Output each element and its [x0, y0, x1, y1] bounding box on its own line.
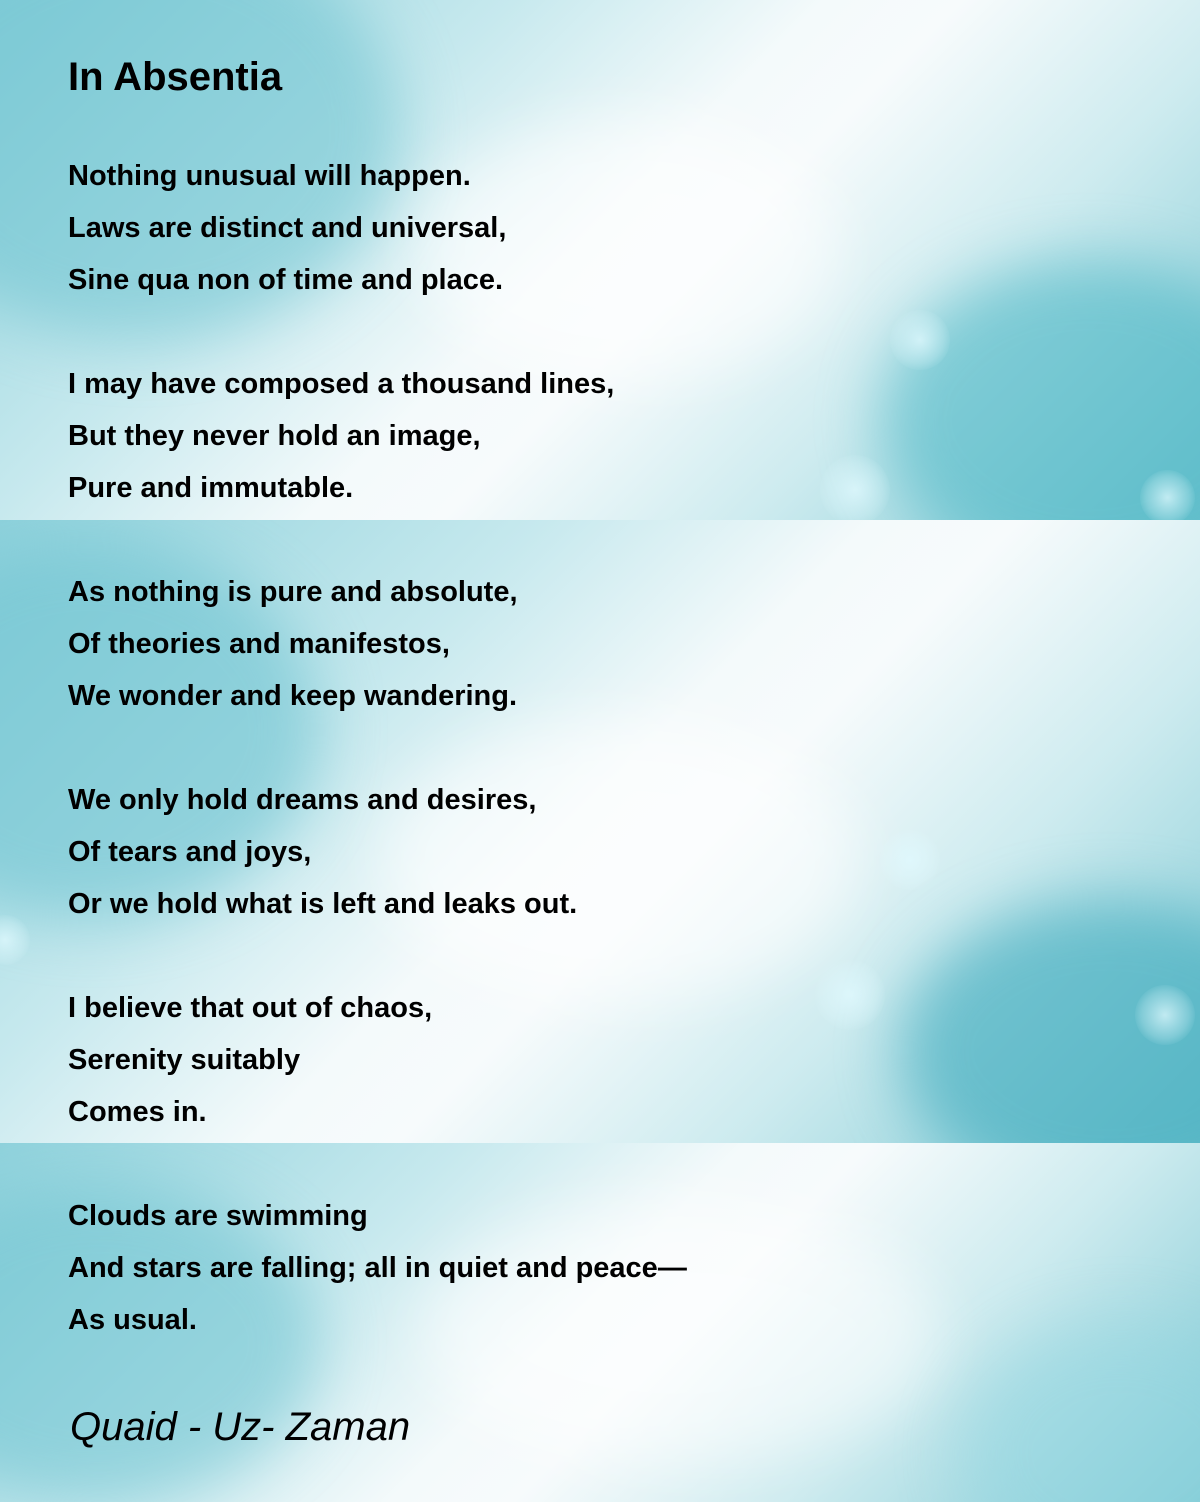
poem-stanza	[68, 982, 1168, 1138]
poem-title: In Absentia	[68, 55, 283, 99]
poem-line: Sine qua non of time and place.	[68, 264, 504, 296]
poem-stanza	[68, 150, 1168, 306]
poem-line: Clouds are swimming	[68, 1200, 368, 1232]
poem-line: I may have composed a thousand lines,	[68, 368, 615, 400]
poem-line: Laws are distinct and universal,	[68, 212, 507, 244]
poem-line: Of theories and manifestos,	[68, 628, 450, 660]
poem-line: We wonder and keep wandering.	[68, 680, 518, 712]
poem-line: We only hold dreams and desires,	[68, 784, 537, 816]
poem-line: I believe that out of chaos,	[68, 992, 433, 1024]
poem-line: Of tears and joys,	[68, 836, 312, 868]
poem-stanza	[68, 1190, 1168, 1346]
poem-body	[68, 150, 1168, 1398]
poem-line: Nothing unusual will happen.	[68, 160, 471, 192]
poem-line: Pure and immutable.	[68, 472, 354, 504]
poem-line: But they never hold an image,	[68, 420, 481, 452]
poem-stanza	[68, 566, 1168, 722]
poem-line: As usual.	[68, 1304, 197, 1336]
poem-stanza	[68, 774, 1168, 930]
poem-author: Quaid - Uz- Zaman	[70, 1405, 411, 1449]
poem-line: Serenity suitably	[68, 1044, 301, 1076]
poem-stanza	[68, 358, 1168, 514]
poem-line: And stars are falling; all in quiet and peace—	[68, 1252, 687, 1284]
poem-line: Comes in.	[68, 1096, 207, 1128]
poem-line: Or we hold what is left and leaks out.	[68, 888, 578, 920]
poem-line: As nothing is pure and absolute,	[68, 576, 518, 608]
